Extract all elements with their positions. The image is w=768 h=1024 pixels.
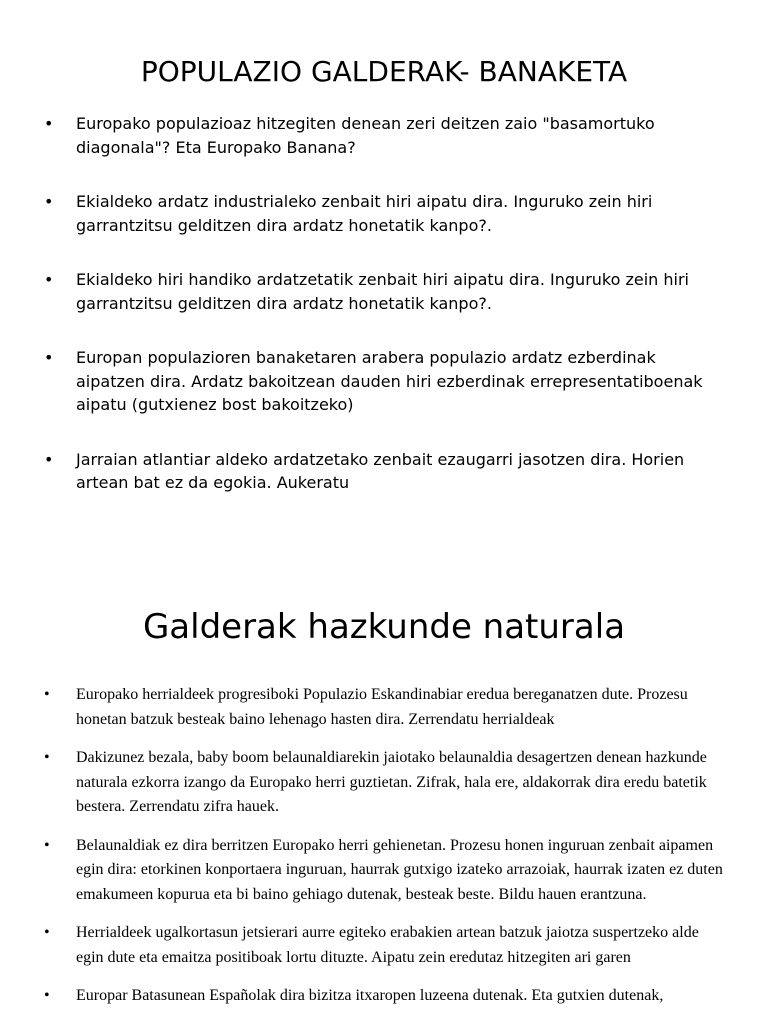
question-text: Europan populazioren banaketaren arabera populazio ardatz ezberdinak aipatzen dira. Ardatz bakoitzean dauden hiri ezberdinak errepresentatiboenak aipatu (gutxienez bost bakoitzeko) <box>76 348 703 414</box>
question-text: Ekialdeko ardatz industrialeko zenbait hiri aipatu dira. Inguruko zein hiri garrantzitsu gelditzen dira ardatz honetatik kanpo?. <box>76 192 653 235</box>
list-item <box>0 834 768 908</box>
bullet-icon: • <box>44 749 50 766</box>
list-item <box>0 346 768 417</box>
question-text: Europako herrialdeek progresiboki Populazio Eskandinabiar eredua bereganatzen dute. Prozesu honetan batzuk besteak baino lehenago hasten dira. Zerrendatu herrialdeak <box>76 686 688 728</box>
section-title: Galderak hazkunde naturala <box>142 607 626 647</box>
question-text: Herrialdeek ugalkortasun jetsierari aurre egiteko erabakien artean batzuk jaiotza suspertzeko alde egin dute eta emaitza positiboak lortu dituzte. Aipatu zein eredutaz hitzegiten ari garen <box>76 924 699 966</box>
list-item <box>0 683 768 732</box>
bullet-icon: • <box>44 449 54 469</box>
bullet-icon: • <box>44 348 54 367</box>
question-text: Belaunaldiak ez dira berritzen Europako herri gehienetan. Prozesu honen inguruan zenbait aipamen egin dira: etorkinen konportaera inguruan, haurrak gutxigo izateko arrazoiak, haurrak izaten ez duten emakumeen kopurua eta bi baino gehiago dutenak, besteak beste. Bildu hauen erantzuna. <box>76 836 723 903</box>
bullet-icon: • <box>44 192 54 211</box>
question-list <box>0 112 768 526</box>
question-text: Europar Batasunean Españolak dira bizitza itxaropen luzeena dutenak. Eta gutxien dutenak, <box>76 987 664 1004</box>
bullet-icon: • <box>44 987 50 1004</box>
list-item <box>0 190 768 237</box>
slide-natural-growth <box>0 580 768 1024</box>
bullet-icon: • <box>44 686 50 703</box>
question-text: Dakizunez bezala, baby boom belaunaldiarekin jaiotako belaunaldia desagertzen denean hazkunde naturala ezkorra izango da Europako herri guztietan. Zifrak, hala ere, aldakorrak dira eredu batetik bestera. Zerrendatu zifra hauek. <box>76 749 707 815</box>
list-item <box>0 112 768 159</box>
list-item <box>0 921 768 970</box>
list-item <box>0 746 768 820</box>
bullet-icon: • <box>44 836 50 854</box>
section-title: POPULAZIO GALDERAK- BANAKETA <box>140 55 628 88</box>
list-item <box>0 448 768 495</box>
question-text: Jarraian atlantiar aldeko ardatzetako zenbait ezaugarri jasotzen dira. Horien artean bat ez da egokia. Aukeratu <box>76 449 685 492</box>
list-item <box>0 268 768 315</box>
bullet-icon: • <box>44 270 54 289</box>
question-text: Ekialdeko hiri handiko ardatzetatik zenbait hiri aipatu dira. Inguruko zein hiri garrantzitsu gelditzen dira ardatz honetatik kanpo?. <box>76 270 689 313</box>
bullet-icon: • <box>44 924 50 941</box>
question-text: Europako populazioaz hitzegiten denean zeri deitzen zaio "basamortuko diagonala"? Eta Europako Banana? <box>76 114 655 157</box>
bullet-icon: • <box>44 114 54 133</box>
question-list <box>0 683 768 1023</box>
list-item <box>0 984 768 1009</box>
